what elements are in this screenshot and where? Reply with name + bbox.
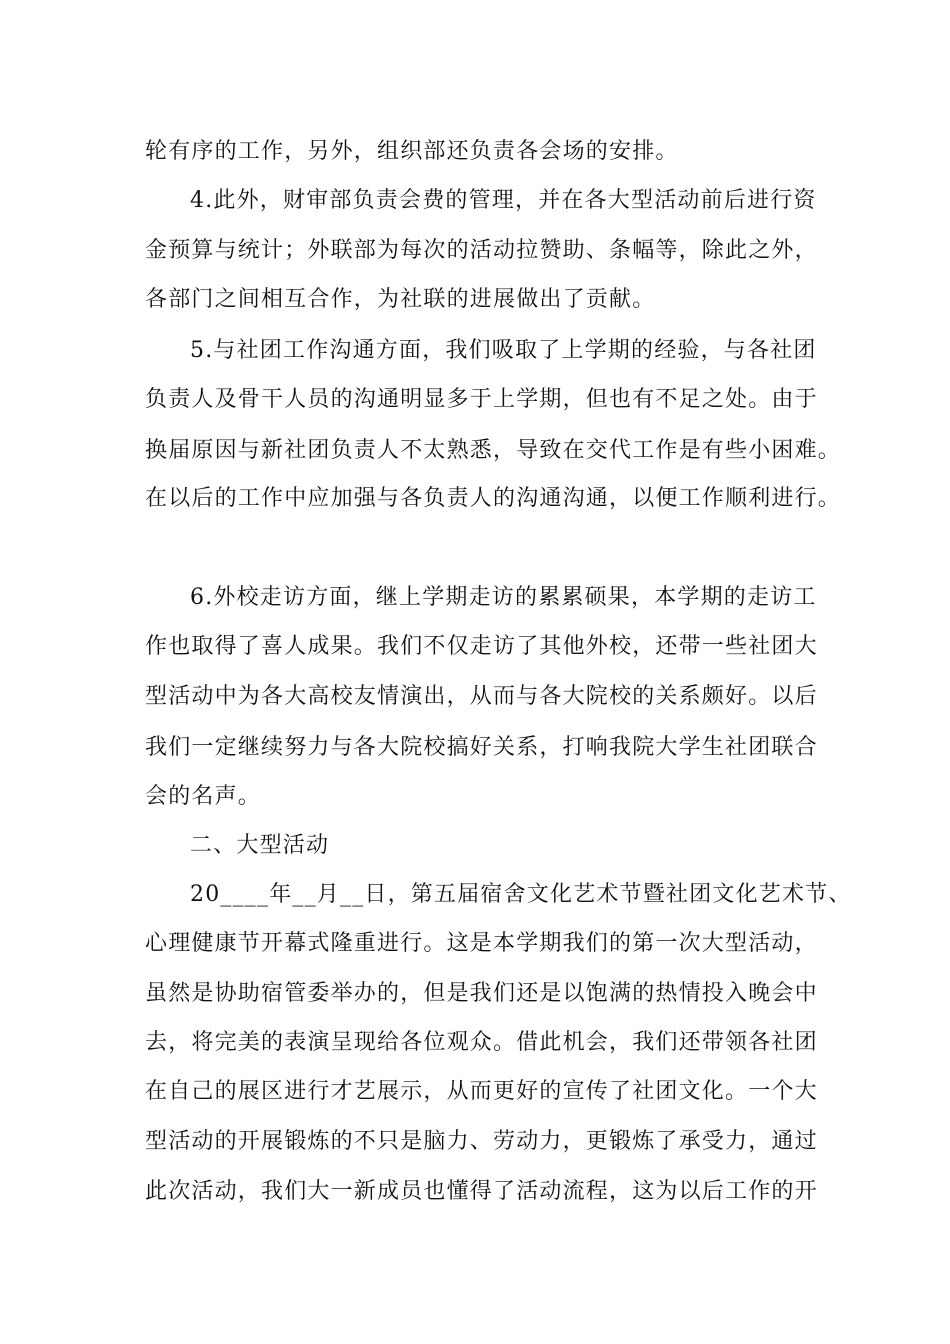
text-line: 负责人及骨干人员的沟通明显多于上学期，但也有不足之处。由于 xyxy=(145,387,818,412)
text-line: 在以后的工作中应加强与各负责人的沟通沟通，以便工作顺利进行。 xyxy=(145,486,842,511)
text-line: 心理健康节开幕式隆重进行。这是本学期我们的第一次大型活动， xyxy=(145,931,818,956)
text-line: 虽然是协助宿管委举办的，但是我们还是以饱满的热情投入晚会中 xyxy=(145,981,818,1006)
text-line: 此次活动，我们大一新成员也懂得了活动流程，这为以后工作的开 xyxy=(145,1179,818,1204)
text-line: 我们一定继续努力与各大院校搞好关系，打响我院大学生社团联合 xyxy=(145,735,818,760)
text-line: 型活动的开展锻炼的不只是脑力、劳动力，更锻炼了承受力，通过 xyxy=(145,1129,818,1154)
text-line: 换届原因与新社团负责人不太熟悉，导致在交代工作是有些小困难。 xyxy=(145,438,842,463)
text-line: 会的名声。 xyxy=(145,784,262,809)
section-heading: 二、大型活动 xyxy=(190,833,330,858)
text-line: 4.此外，财审部负责会费的管理，并在各大型活动前后进行资 xyxy=(190,188,817,213)
text-line: 轮有序的工作，另外，组织部还负责各会场的安排。 xyxy=(145,139,679,164)
text-line: 各部门之间相互合作，为社联的进展做出了贡献。 xyxy=(145,287,656,312)
text-line: 金预算与统计；外联部为每次的活动拉赞助、条幅等，除此之外， xyxy=(145,238,818,263)
text-line: 6.外校走访方面，继上学期走访的累累硕果，本学期的走访工 xyxy=(190,585,817,610)
text-line: 作也取得了喜人成果。我们不仅走访了其他外校，还带一些社团大 xyxy=(145,634,818,659)
text-line: 20____年__月__日，第五届宿舍文化艺术节暨社团文化艺术节、 xyxy=(190,882,852,907)
text-line: 型活动中为各大高校友情演出，从而与各大院校的关系颇好。以后 xyxy=(145,684,818,709)
text-line: 5.与社团工作沟通方面，我们吸取了上学期的经验，与各社团 xyxy=(190,338,817,363)
text-line: 去，将完美的表演呈现给各位观众。借此机会，我们还带领各社团 xyxy=(145,1030,818,1055)
text-line: 在自己的展区进行才艺展示，从而更好的宣传了社团文化。一个大 xyxy=(145,1079,818,1104)
